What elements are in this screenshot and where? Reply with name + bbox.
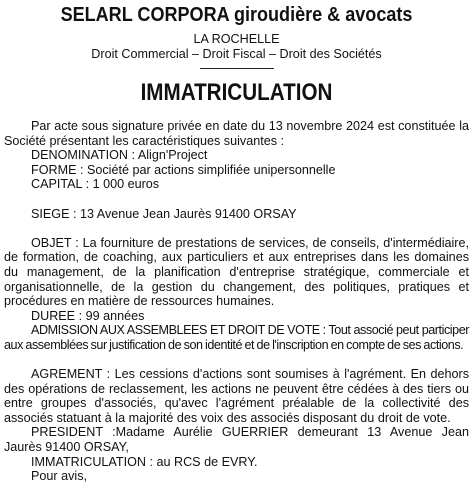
immatriculation-line: IMMATRICULATION : au RCS de EVRY. bbox=[31, 454, 258, 469]
spacer bbox=[4, 221, 469, 236]
legal-notice bbox=[0, 3, 473, 491]
firm-name: SELARL CORPORA giroudière & avocats bbox=[60, 3, 413, 26]
admission-paragraph: ADMISSION AUX ASSEMBLEES ET DROIT DE VOTE : Tout associé peut participer aux assemblées sur justification de son identité et de l'inscription en compte de ses actions. bbox=[4, 323, 469, 352]
siege-line: SIEGE : 13 Avenue Jean Jaurès 91400 ORSAY bbox=[31, 206, 297, 221]
intro-paragraph: Par acte sous signature privée en date du 13 novembre 2024 est constituée la Société présentant les caractéristiques suivantes : bbox=[4, 119, 469, 148]
duree-line: DUREE : 99 années bbox=[31, 308, 145, 323]
objet-paragraph: OBJET : La fourniture de prestations de services, de conseils, d'intermédiaire, de formation, de coaching, aux particuliers et aux entreprises dans les domaines du management, de la planification d'entreprise stratégique, commerciale et organisationnelle, de la gestion du changement, des politiques, pratiques et procédures en matière de ressources humaines. bbox=[4, 235, 469, 309]
notice-title: IMMATRICULATION bbox=[140, 79, 333, 106]
agrement-paragraph: AGREMENT : Les cessions d'actions sont soumises à l'agrément. En dehors des opérations de reclassement, les actions ne peuvent être cédées à des tiers ou entre groupes d'associés, qu'avec l'agrément préalable de la collectivité des associés statuant à la majorité des voix des associés disposant du droit de vote. bbox=[4, 367, 469, 425]
firm-practice-areas: Droit Commercial – Droit Fiscal – Droit des Sociétés bbox=[91, 47, 382, 61]
denomination-line: DENOMINATION : Align'Project bbox=[31, 148, 208, 163]
closing-line: Pour avis, bbox=[31, 469, 87, 484]
capital-line: CAPITAL : 1 000 euros bbox=[31, 177, 160, 192]
president-paragraph: PRESIDENT :Madame Aurélie GUERRIER demeurant 13 Avenue Jean Jaurès 91400 ORSAY, bbox=[4, 425, 469, 455]
spacer bbox=[4, 353, 469, 368]
notice-body bbox=[4, 119, 469, 484]
forme-line: FORME : Société par actions simplifiée unipersonnelle bbox=[31, 162, 336, 177]
spacer bbox=[4, 192, 469, 207]
firm-city: LA ROCHELLE bbox=[193, 32, 280, 46]
header-divider bbox=[200, 68, 274, 69]
